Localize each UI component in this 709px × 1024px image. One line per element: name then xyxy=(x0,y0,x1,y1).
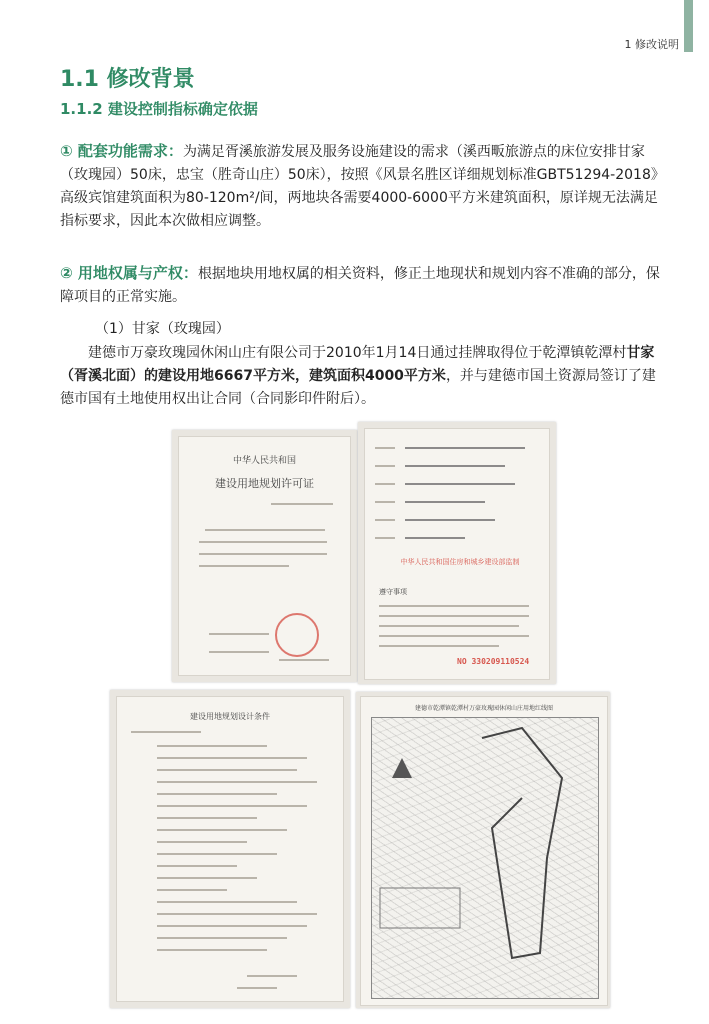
north-arrow-icon xyxy=(392,758,412,778)
design-conditions-photo xyxy=(110,690,350,1008)
site-boundary xyxy=(372,718,598,998)
paragraph-lead: ① 配套功能需求： xyxy=(60,142,183,160)
paragraph-body: ，并与建德市国土资源局签订了建德市国有土地使用权出让合同（合同影印件附后）。 xyxy=(60,368,656,407)
issuer-stamp: 中华人民共和国住房和城乡建设部监制 xyxy=(400,558,520,566)
paragraph-facility-needs xyxy=(60,140,660,233)
paragraph-body: 根据地块用地权属的相关资料，修正土地现状和规划内容不准确的部分，保障项目的正常实施。 xyxy=(60,266,660,305)
section-heading: 1.1 修改背景 xyxy=(60,67,195,92)
paragraph-lead: ② 用地权属与产权： xyxy=(60,264,198,282)
topographic-map xyxy=(371,717,599,999)
map-title: 建德市乾潭镇乾潭村万豪玫瑰园休闲山庄用地红线图 xyxy=(414,705,553,712)
paragraph-body: 建德市万豪玫瑰园休闲山庄有限公司于2010年1月14日通过挂牌取得位于乾潭镇乾潭村 xyxy=(88,345,627,361)
paragraph-land-ownership xyxy=(60,262,660,309)
running-header: 1 修改说明 xyxy=(624,38,679,51)
conditions-title: 建设用地规划设计条件 xyxy=(190,712,270,721)
sub-item-title: （1）甘家（玫瑰园） xyxy=(95,321,230,337)
site-map-photo xyxy=(356,692,610,1008)
notice-title: 遵守事项 xyxy=(379,588,407,596)
subsection-heading: 1.1.2 建设控制指标确定依据 xyxy=(60,100,258,118)
paragraph-emphasis: 甘家（胥溪北面）的建设用地6667平方米，建筑面积4000平方米 xyxy=(60,345,655,384)
permit-title: 建设用地规划许可证 xyxy=(215,477,314,490)
paragraph-land-acquisition xyxy=(60,342,660,411)
side-accent-bar xyxy=(684,0,693,52)
permit-country: 中华人民共和国 xyxy=(232,456,296,466)
paragraph-body: 为满足胥溪旅游发展及服务设施建设的需求（溪西畈旅游点的床位安排甘家（玫瑰园）50床，忠宝（胜奇山庄）50床），按照《风景名胜区详细规划标准GBT51294-2018》高级宾馆建筑面积为80-120m²/间，两地块各需要4000-6000平方米建筑面积，原详规无法满足指标要求，因此本次做相应调整。 xyxy=(60,144,658,229)
permit-cover-photo xyxy=(172,430,357,682)
permit-detail-photo xyxy=(358,422,556,684)
serial-number: NO 330209110524 xyxy=(457,657,530,666)
official-seal xyxy=(275,613,319,657)
